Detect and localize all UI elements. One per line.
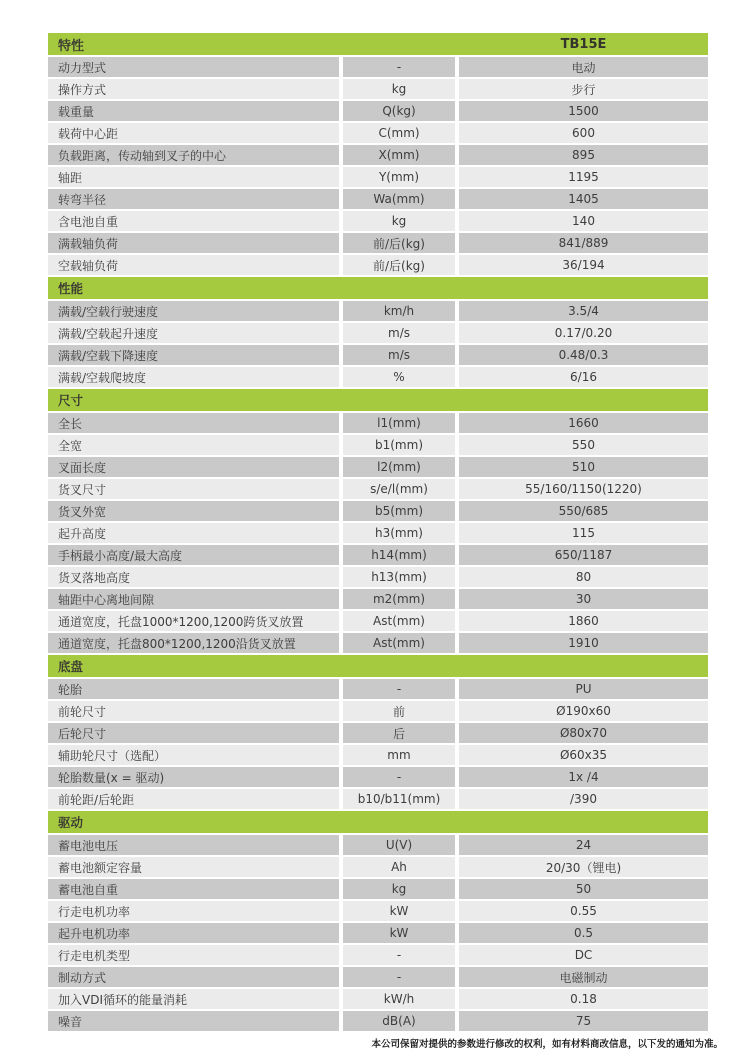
spec-value: Ø60x35	[459, 745, 708, 765]
spec-value: 80	[459, 567, 708, 587]
spec-value: 20/30（锂电)	[459, 857, 708, 877]
spec-value: 电动	[459, 57, 708, 77]
spec-value: 140	[459, 211, 708, 231]
spec-label: 动力型式	[48, 57, 339, 77]
spec-row	[48, 701, 708, 721]
spec-unit: l2(mm)	[343, 457, 455, 477]
spec-label: 满载/空载起升速度	[48, 323, 339, 343]
spec-unit: mm	[343, 745, 455, 765]
spec-label: 蓄电池额定容量	[48, 857, 339, 877]
header-feature-label: 特性	[58, 38, 85, 54]
spec-row	[48, 79, 708, 99]
disclaimer-text: 本公司保留对提供的参数进行修改的权利，如有材料商改信息，以下发的通知为准。	[371, 1039, 723, 1050]
spec-label: 轴距	[48, 167, 339, 187]
spec-value: 0.18	[459, 989, 708, 1009]
spec-unit: -	[343, 767, 455, 787]
spec-unit: m/s	[343, 345, 455, 365]
spec-row	[48, 435, 708, 455]
spec-row	[48, 413, 708, 433]
spec-row	[48, 789, 708, 809]
spec-unit: 前/后(kg)	[343, 233, 455, 253]
spec-row	[48, 679, 708, 699]
spec-label: 全宽	[48, 435, 339, 455]
spec-label: 辅助轮尺寸（选配）	[48, 745, 339, 765]
spec-unit: Ast(mm)	[343, 611, 455, 631]
spec-row	[48, 567, 708, 587]
spec-label: 满载轴负荷	[48, 233, 339, 253]
spec-label: 转弯半径	[48, 189, 339, 209]
spec-unit: -	[343, 967, 455, 987]
spec-unit: U(V)	[343, 835, 455, 855]
spec-value: 650/1187	[459, 545, 708, 565]
spec-row	[48, 189, 708, 209]
spec-row	[48, 301, 708, 321]
spec-table	[48, 33, 708, 1033]
spec-value: 0.17/0.20	[459, 323, 708, 343]
spec-row	[48, 501, 708, 521]
spec-unit: dB(A)	[343, 1011, 455, 1031]
spec-unit: kg	[343, 879, 455, 899]
spec-row	[48, 345, 708, 365]
section-header-row: 尺寸	[48, 389, 708, 411]
spec-unit: Ast(mm)	[343, 633, 455, 653]
section-header-row: 性能	[48, 277, 708, 299]
spec-unit: kW	[343, 923, 455, 943]
spec-row	[48, 633, 708, 653]
spec-unit: s/e/l(mm)	[343, 479, 455, 499]
spec-value: 0.48/0.3	[459, 345, 708, 365]
spec-value: 30	[459, 589, 708, 609]
spec-value: 3.5/4	[459, 301, 708, 321]
spec-unit: 前/后(kg)	[343, 255, 455, 275]
spec-label: 全长	[48, 413, 339, 433]
spec-label: 空载轴负荷	[48, 255, 339, 275]
spec-value: 1910	[459, 633, 708, 653]
spec-row	[48, 211, 708, 231]
spec-value: Ø80x70	[459, 723, 708, 743]
spec-unit: kg	[343, 79, 455, 99]
spec-row	[48, 101, 708, 121]
spec-value: 1405	[459, 189, 708, 209]
spec-unit: 后	[343, 723, 455, 743]
spec-label: 制动方式	[48, 967, 339, 987]
spec-label: 行走电机类型	[48, 945, 339, 965]
spec-label: 满载/空载行驶速度	[48, 301, 339, 321]
spec-unit: %	[343, 367, 455, 387]
spec-value: 75	[459, 1011, 708, 1031]
spec-unit: h13(mm)	[343, 567, 455, 587]
spec-label: 载重量	[48, 101, 339, 121]
spec-label: 货叉落地高度	[48, 567, 339, 587]
spec-unit: Q(kg)	[343, 101, 455, 121]
spec-row	[48, 989, 708, 1009]
spec-unit: -	[343, 945, 455, 965]
spec-row	[48, 857, 708, 877]
spec-label: 载荷中心距	[48, 123, 339, 143]
spec-row	[48, 255, 708, 275]
spec-label: 噪音	[48, 1011, 339, 1031]
section-header-row: 底盘	[48, 655, 708, 677]
spec-label: 前轮距/后轮距	[48, 789, 339, 809]
section-header-row: 驱动	[48, 811, 708, 833]
spec-row	[48, 545, 708, 565]
spec-label: 轮胎数量(x = 驱动)	[48, 767, 339, 787]
spec-unit: kW/h	[343, 989, 455, 1009]
table-body	[48, 57, 708, 1031]
spec-label: 轮胎	[48, 679, 339, 699]
spec-label: 通道宽度，托盘1000*1200,1200跨货叉放置	[48, 611, 339, 631]
spec-row	[48, 233, 708, 253]
spec-label: 行走电机功率	[48, 901, 339, 921]
spec-row	[48, 323, 708, 343]
spec-unit: kW	[343, 901, 455, 921]
spec-unit: l1(mm)	[343, 413, 455, 433]
spec-row	[48, 523, 708, 543]
header-model-name: TB15E	[560, 36, 607, 52]
spec-value: 55/160/1150(1220)	[459, 479, 708, 499]
spec-row	[48, 901, 708, 921]
spec-row	[48, 945, 708, 965]
spec-label: 加入VDI循环的能量消耗	[48, 989, 339, 1009]
spec-value: 50	[459, 879, 708, 899]
spec-unit: h14(mm)	[343, 545, 455, 565]
spec-unit: Ah	[343, 857, 455, 877]
spec-value: 895	[459, 145, 708, 165]
spec-unit: kg	[343, 211, 455, 231]
spec-unit: m/s	[343, 323, 455, 343]
spec-row	[48, 367, 708, 387]
spec-row	[48, 835, 708, 855]
spec-row	[48, 745, 708, 765]
spec-label: 前轮尺寸	[48, 701, 339, 721]
spec-row	[48, 1011, 708, 1031]
spec-value: PU	[459, 679, 708, 699]
spec-unit: 前	[343, 701, 455, 721]
spec-value: 1500	[459, 101, 708, 121]
spec-row	[48, 123, 708, 143]
spec-value: 0.5	[459, 923, 708, 943]
spec-row	[48, 57, 708, 77]
spec-row	[48, 589, 708, 609]
spec-unit: b1(mm)	[343, 435, 455, 455]
spec-label: 满载/空载爬坡度	[48, 367, 339, 387]
spec-value: 1195	[459, 167, 708, 187]
spec-value: DC	[459, 945, 708, 965]
spec-value: 550/685	[459, 501, 708, 521]
spec-value: Ø190x60	[459, 701, 708, 721]
spec-row	[48, 923, 708, 943]
spec-value: 1860	[459, 611, 708, 631]
spec-unit: C(mm)	[343, 123, 455, 143]
spec-label: 含电池自重	[48, 211, 339, 231]
spec-value: 841/889	[459, 233, 708, 253]
spec-row	[48, 479, 708, 499]
spec-label: 叉面长度	[48, 457, 339, 477]
spec-row	[48, 611, 708, 631]
spec-label: 负载距离，传动轴到叉子的中心	[48, 145, 339, 165]
spec-unit: -	[343, 679, 455, 699]
spec-row	[48, 723, 708, 743]
spec-value: 600	[459, 123, 708, 143]
spec-label: 蓄电池自重	[48, 879, 339, 899]
spec-value: 510	[459, 457, 708, 477]
spec-value: 115	[459, 523, 708, 543]
spec-row	[48, 879, 708, 899]
table-header-row	[48, 33, 708, 55]
spec-value: 1660	[459, 413, 708, 433]
spec-unit: m2(mm)	[343, 589, 455, 609]
spec-label: 轴距中心离地间隙	[48, 589, 339, 609]
spec-value: 步行	[459, 79, 708, 99]
spec-unit: b10/b11(mm)	[343, 789, 455, 809]
spec-unit: km/h	[343, 301, 455, 321]
spec-unit: X(mm)	[343, 145, 455, 165]
spec-label: 蓄电池电压	[48, 835, 339, 855]
spec-value: 550	[459, 435, 708, 455]
spec-unit: Y(mm)	[343, 167, 455, 187]
spec-value: 电磁制动	[459, 967, 708, 987]
spec-label: 操作方式	[48, 79, 339, 99]
spec-value: 0.55	[459, 901, 708, 921]
spec-unit: b5(mm)	[343, 501, 455, 521]
spec-row	[48, 457, 708, 477]
spec-row	[48, 767, 708, 787]
spec-row	[48, 167, 708, 187]
spec-label: 起升电机功率	[48, 923, 339, 943]
spec-value: /390	[459, 789, 708, 809]
spec-value: 24	[459, 835, 708, 855]
spec-row	[48, 967, 708, 987]
spec-value: 36/194	[459, 255, 708, 275]
spec-value: 1x /4	[459, 767, 708, 787]
spec-label: 通道宽度，托盘800*1200,1200沿货叉放置	[48, 633, 339, 653]
spec-label: 货叉尺寸	[48, 479, 339, 499]
spec-row	[48, 145, 708, 165]
spec-label: 起升高度	[48, 523, 339, 543]
spec-unit: h3(mm)	[343, 523, 455, 543]
spec-value: 6/16	[459, 367, 708, 387]
spec-unit: -	[343, 57, 455, 77]
spec-label: 货叉外宽	[48, 501, 339, 521]
spec-label: 满载/空载下降速度	[48, 345, 339, 365]
spec-unit: Wa(mm)	[343, 189, 455, 209]
spec-label: 手柄最小高度/最大高度	[48, 545, 339, 565]
spec-label: 后轮尺寸	[48, 723, 339, 743]
